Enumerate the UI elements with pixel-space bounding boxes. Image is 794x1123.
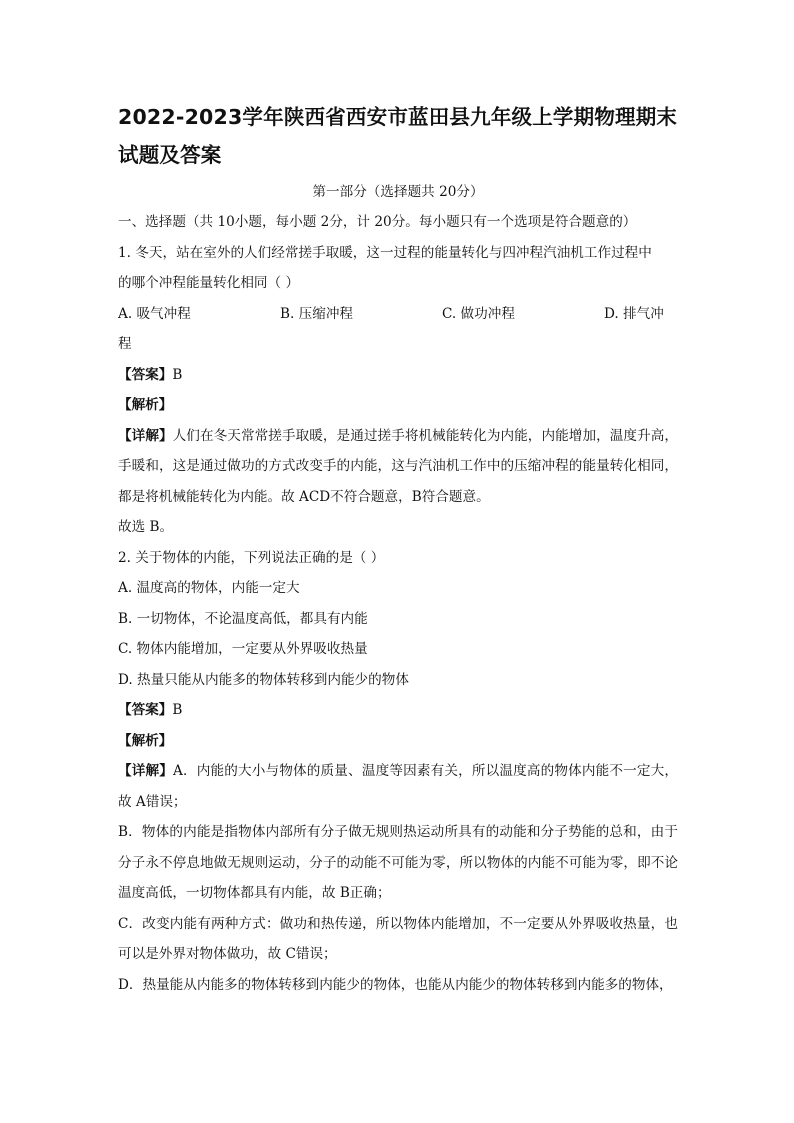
question-1-detail — [118, 421, 678, 513]
question-2-answer — [118, 695, 678, 726]
section-header: 第一部分（选择题共 20分） — [312, 184, 484, 200]
question-2-option-d: D. 热量只能从内能多的物体转移到内能少的物体 — [118, 671, 409, 688]
question-1-conclusion: 故选 B。 — [118, 519, 174, 535]
question-2-analysis-tag: 【解析】 — [118, 732, 173, 749]
detail-text: A．内能的大小与物体的质量、温度等因素有关，所以温度高的物体内能不一定大，故 A错误； — [118, 763, 679, 810]
question-1-option-c: C. 做功冲程 — [442, 305, 515, 322]
document-title — [118, 98, 678, 174]
question-1-analysis-tag: 【解析】 — [118, 397, 173, 413]
question-2-detail-c: C．改变内能有两种方式：做功和热传递，所以物体内能增加，不一定要从外界吸收热量，也可以是外界对物体做功，故 C错误； — [118, 915, 678, 962]
question-1-option-wrap: 程 — [118, 336, 132, 352]
answer-value: B — [172, 702, 183, 718]
question-1 — [118, 238, 678, 543]
question-1-option-a: A. 吸气冲程 — [118, 305, 191, 322]
document-page — [118, 98, 678, 1000]
answer-value: B — [172, 366, 183, 383]
question-2-detail-d: D．热量能从内能多的物体转移到内能少的物体，也能从内能少的物体转移到内能多的物体， — [118, 976, 673, 993]
detail-text: 人们在冬天常常搓手取暖，是通过搓手将机械能转化为内能，内能增加，温度升高，手暖和，这是通过做功的方式改变手的内能，这与汽油机工作中的压缩冲程的能量转化相同，都是将机械能转化为内能。故 ACD不符合题意，B符合题意。 — [118, 427, 678, 505]
title-line-2: 试题及答案 — [118, 143, 222, 167]
question-1-option-b: B. 压缩冲程 — [280, 305, 354, 322]
question-1-stem-line-2: 的哪个冲程能量转化相同（ ） — [118, 275, 300, 291]
detail-tag: 【详解】 — [118, 427, 173, 444]
detail-tag: 【详解】 — [118, 763, 174, 779]
question-2-option-b: B. 一切物体，不论温度高低，都具有内能 — [118, 610, 368, 627]
question-2 — [118, 543, 678, 1001]
question-2-stem: 2. 关于物体的内能，下列说法正确的是（ ） — [118, 549, 385, 566]
answer-tag: 【答案】 — [118, 366, 173, 383]
question-1-stem-line-1: 1. 冬天，站在室外的人们经常搓手取暖，这一过程的能量转化与四冲程汽油机工作过程中 — [118, 244, 652, 261]
question-1-option-d: D. 排气冲 — [604, 305, 664, 322]
question-2-option-a: A. 温度高的物体，内能一定大 — [118, 580, 300, 596]
question-2-detail-a — [118, 756, 678, 817]
question-2-option-c: C. 物体内能增加，一定要从外界吸收热量 — [118, 641, 368, 657]
answer-tag: 【答案】 — [118, 702, 173, 718]
question-1-options — [118, 299, 678, 330]
part-intro: 一、选择题（共 10小题，每小题 2分，计 20分。每小题只有一个选项是符合题意的） — [118, 214, 637, 230]
title-line-1: 2022-2023学年陕西省西安市蓝田县九年级上学期物理期末 — [118, 105, 678, 129]
question-1-answer — [118, 360, 678, 391]
question-2-detail-b: B．物体的内能是指物体内部所有分子做无规则热运动所具有的动能和分子势能的总和，由于分子永不停息地做无规则运动，分子的动能不可能为零，所以物体的内能不可能为零，即不论温度高低，一切物体都具有内能，故 B正确； — [118, 824, 678, 901]
